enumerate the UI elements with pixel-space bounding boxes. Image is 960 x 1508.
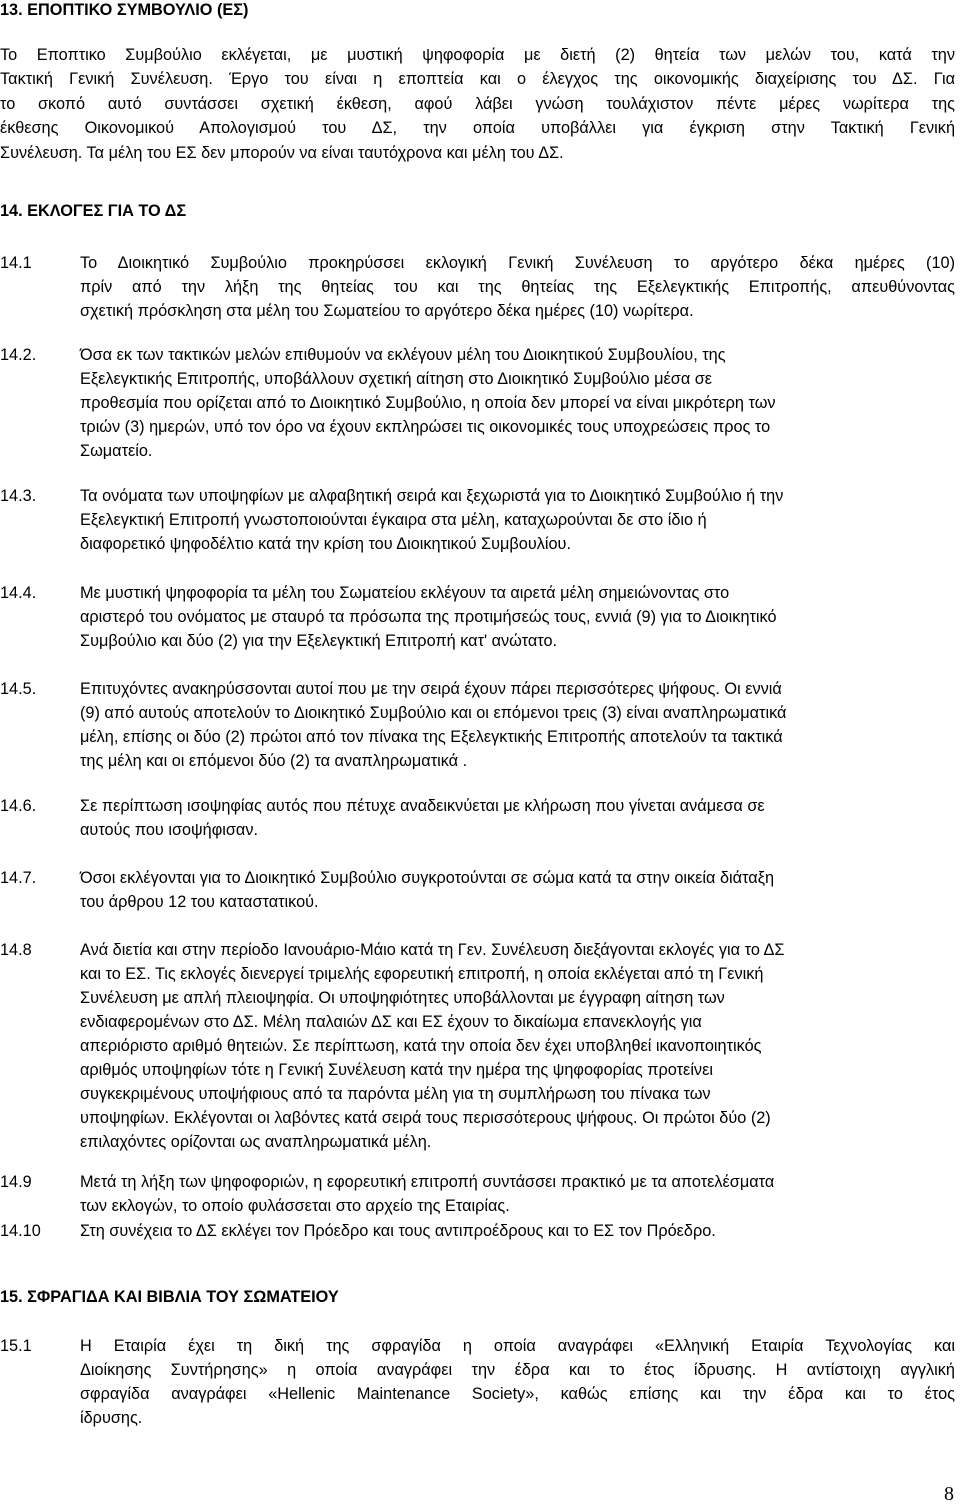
section-15-heading: 15. ΣΦΡΑΓΙΔΑ ΚΑΙ ΒΙΒΛΙΑ ΤΟΥ ΣΩΜΑΤΕΙΟΥ	[0, 1288, 339, 1306]
clause-line: αριθμός υποψηφίων τότε η Γενική Συνέλευση κατά την ημέρα της ψηφοφορίας προτείνει	[80, 1061, 713, 1079]
clause-line: επιλαχόντες ορίζονται ως αναπληρωματικά μέλη.	[80, 1133, 432, 1151]
clause-number: 14.6.	[0, 797, 37, 815]
clause-line: αριστερό του ονόματος με σταυρό τα πρόσωπα της προτιμήσεώς τους, εννιά (9) για το Διοικητικό	[80, 608, 777, 626]
clause-line: αυτούς που ισοψήφισαν.	[80, 821, 259, 839]
clause-line: τριών (3) ημερών, υπό τον όρο να έχουν εκπληρώσει τις οικονομικές τους υποχρεώσεις προς το	[80, 418, 771, 436]
section-13-line: Τακτική Γενική Συνέλευση. Έργο του είναι η εποπτεία και ο έλεγχος της οικονομικής διαχείρισης του ΔΣ. Για	[0, 70, 955, 88]
section-13-line: Συνέλευση. Τα μέλη του ΕΣ δεν μπορούν να είναι ταυτόχρονα και μέλη του ΔΣ.	[0, 144, 564, 162]
section-13-line: έκθεσης Οικονομικού Απολογισμού του ΔΣ, την οποία υποβάλλει για έγκριση στην Τακτική Γενική	[0, 119, 955, 137]
clause-line: Όσα εκ των τακτικών μελών επιθυμούν να εκλέγουν μέλη του Διοικητικού Συμβουλίου, της	[80, 346, 726, 364]
clause-line: Σε περίπτωση ισοψηφίας αυτός που πέτυχε αναδεικνύεται με κλήρωση που γίνεται ανάμεσα σε	[80, 797, 765, 815]
clause-line: των εκλογών, το οποίο φυλάσσεται στο αρχείο της Εταιρίας.	[80, 1197, 510, 1215]
clause-line: διαφορετικό ψηφοδέλτιο κατά την κρίση του Διοικητικού Συμβουλίου.	[80, 535, 571, 553]
clause-number: 14.5.	[0, 680, 37, 698]
clause-line: του άρθρου 12 του καταστατικού.	[80, 893, 319, 911]
clause-line: Η Εταιρία έχει τη δική της σφραγίδα η οποία αναγράφει «Ελληνική Εταιρία Τεχνολογίας και	[80, 1337, 955, 1355]
clause-line: σφραγίδα αναγράφει «Hellenic Maintenance Society», καθώς επίσης και την έδρα και το έτος	[80, 1385, 955, 1403]
clause-line: συγκεκριμένους υποψήφιους από τα παρόντα μέλη για τη συμπλήρωση του πίνακα των	[80, 1085, 711, 1103]
clause-line: της μέλη και οι επόμενοι δύο (2) τα αναπληρωματικά .	[80, 752, 468, 770]
clause-line: Μετά τη λήξη των ψηφοφοριών, η εφορευτική επιτροπή συντάσσει πρακτικό με τα αποτελέσματα	[80, 1173, 775, 1191]
page-number: 8	[944, 1483, 954, 1505]
clause-line: και το ΕΣ. Τις εκλογές διενεργεί τριμελής εφορευτική επιτροπή, η οποία εκλέγεται από τη Γενική	[80, 965, 764, 983]
section-14-heading: 14. ΕΚΛΟΓΕΣ ΓΙΑ ΤΟ ΔΣ	[0, 202, 187, 220]
clause-number: 14.10	[0, 1222, 41, 1240]
section-13-line: Το Εποπτικο Συμβούλιο εκλέγεται, με μυστική ψηφοφορία με διετή (2) θητεία των μελών του, κατά την	[0, 46, 955, 64]
clause-line: προθεσμία που ορίζεται από το Διοικητικό Συμβούλιο, η οποία δεν μπορεί να είναι μικρότερη των	[80, 394, 776, 412]
clause-line: Ανά διετία και στην περίοδο Ιανουάριο-Μάιο κατά τη Γεν. Συνέλευση διεξάγονται εκλογές για το ΔΣ	[80, 941, 785, 959]
clause-line: Το Διοικητικό Συμβούλιο προκηρύσσει εκλογική Γενική Συνέλευση το αργότερο δέκα ημέρες (10)	[80, 254, 955, 272]
clause-line: απεριόριστο αριθμό θητειών. Σε περίπτωση, κατά την οποία δεν έχει υποβληθεί ικανοποιητικός	[80, 1037, 762, 1055]
clause-line: Συνέλευση με απλή πλειοψηφία. Οι υποψηφιότητες υποβάλλονται με έγγραφη αίτηση των	[80, 989, 725, 1007]
section-13-line: το σκοπό αυτό συντάσσει σχετική έκθεση, αφού λάβει γνώση τουλάχιστον πέντε μέρες νωρίτερα της	[0, 95, 955, 113]
clause-line: ενδιαφερομένων στο ΔΣ. Μέλη παλαιών ΔΣ και ΕΣ έχουν το δικαίωμα επανεκλογής για	[80, 1013, 702, 1031]
clause-line: Επιτυχόντες ανακηρύσσονται αυτοί που με την σειρά έχουν πάρει περισσότερες ψήφους. Οι εννιά	[80, 680, 782, 698]
clause-number: 14.2.	[0, 346, 37, 364]
clause-line: πρίν από την λήξη της θητείας του και της θητείας της Εξελεγκτικής Επιτροπής, απευθύνοντας	[80, 278, 955, 296]
clause-line: Εξελεγκτική Επιτροπή γνωστοποιούνται έγκαιρα στα μέλη, καταχωρούνται δε στο ίδιο ή	[80, 511, 707, 529]
clause-line: Εξελεγκτικής Επιτροπής, υποβάλλουν σχετική αίτηση στο Διοικητικό Συμβούλιο μέσα σε	[80, 370, 713, 388]
clause-number: 14.1	[0, 254, 32, 272]
clause-number: 14.7.	[0, 869, 37, 887]
clause-line: ίδρυσης.	[80, 1409, 143, 1427]
clause-line: Σωματείο.	[80, 442, 153, 460]
clause-number: 14.4.	[0, 584, 37, 602]
clause-line: Τα ονόματα των υποψηφίων με αλφαβητική σειρά και ξεχωριστά για το Διοικητικό Συμβούλιο ή την	[80, 487, 784, 505]
clause-line: Συμβούλιο και δύο (2) για την Εξελεγκτική Επιτροπή κατ' ανώτατο.	[80, 632, 558, 650]
clause-number: 14.3.	[0, 487, 37, 505]
clause-line: Στη συνέχεια το ΔΣ εκλέγει τον Πρόεδρο και τους αντιπροέδρους και το ΕΣ τον Πρόεδρο.	[80, 1222, 716, 1240]
clause-line: (9) από αυτούς αποτελούν το Διοικητικό Συμβούλιο και οι επόμενοι τρεις (3) είναι αναπληρωματικά	[80, 704, 787, 722]
clause-line: Με μυστική ψηφοφορία τα μέλη του Σωματείου εκλέγουν τα αιρετά μέλη σημειώνοντας στο	[80, 584, 730, 602]
clause-line: Όσοι εκλέγονται για το Διοικητικό Συμβούλιο συγκροτούνται σε σώμα κατά τα στην οικεία διάταξη	[80, 869, 775, 887]
clause-line: υποψηφίων. Εκλέγονται οι λαβόντες κατά σειρά τους περισσότερους ψήφους. Οι πρώτοι δύο (2)	[80, 1109, 771, 1127]
clause-line: Διοίκησης Συντήρησης» η οποία αναγράφει την έδρα και το έτος ίδρυσης. Η αντίστοιχη αγγλική	[80, 1361, 955, 1379]
clause-line: σχετική πρόσκληση στα μέλη του Σωματείου το αργότερο δέκα ημέρες (10) νωρίτερα.	[80, 302, 694, 320]
clause-line: μέλη, επίσης οι δύο (2) πρώτοι από τον πίνακα της Εξελεγκτικής Επιτροπής αποτελούν τα τακτικά	[80, 728, 783, 746]
clause-number: 14.9	[0, 1173, 32, 1191]
clause-number: 14.8	[0, 941, 32, 959]
section-13-heading: 13. ΕΠΟΠΤΙΚΟ ΣΥΜΒΟΥΛΙΟ (ΕΣ)	[0, 1, 249, 19]
clause-number: 15.1	[0, 1337, 32, 1355]
